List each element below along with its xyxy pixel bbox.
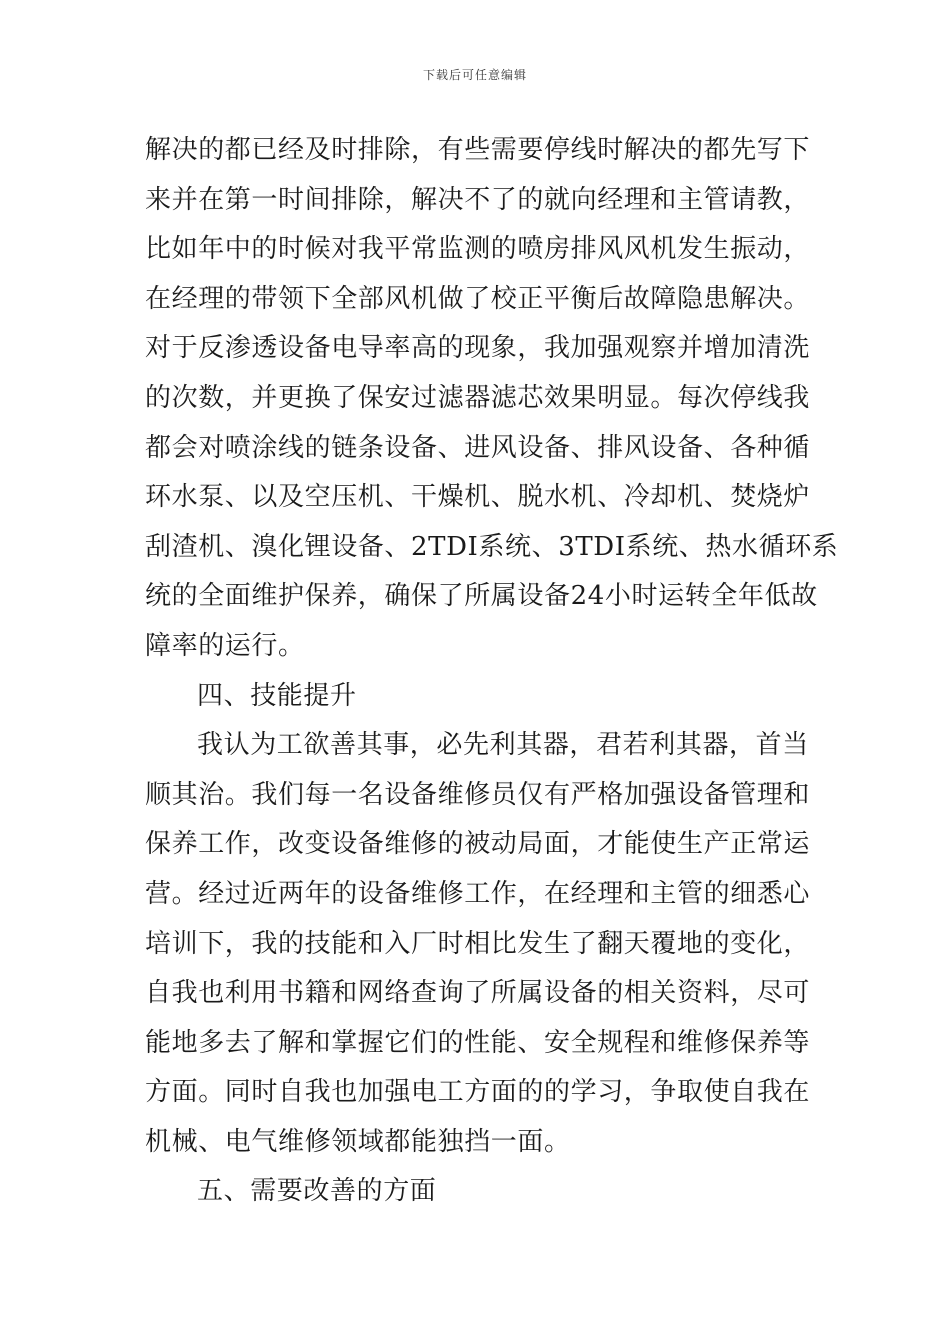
text-line: 机械、电气维修领域都能独挡一面。 xyxy=(145,1126,571,1157)
section-heading: 五、需要改善的方面 xyxy=(197,1176,437,1207)
section-heading: 四、技能提升 xyxy=(197,680,357,711)
text-line: 顺其治。我们每一名设备维修员仅有严格加强设备管理和 xyxy=(145,779,811,810)
text-line: 方面。同时自我也加强电工方面的的学习，争取使自我在 xyxy=(145,1077,811,1108)
text-line: 保养工作，改变设备维修的被动局面，才能使生产正常运 xyxy=(145,829,811,860)
header-note: 下载后可任意编辑 xyxy=(422,68,527,82)
text-line: 自我也利用书籍和网络查询了所属设备的相关资料，尽可 xyxy=(145,978,811,1009)
text-line: 环水泵、以及空压机、干燥机、脱水机、冷却机、焚烧炉 xyxy=(145,482,811,513)
text-line: 能地多去了解和掌握它们的性能、安全规程和维修保养等 xyxy=(145,1027,811,1058)
text-line: 解决的都已经及时排除，有些需要停线时解决的都先写下 xyxy=(145,135,811,165)
text-line: 来并在第一时间排除，解决不了的就向经理和主管请教， xyxy=(145,184,811,215)
text-line: 刮渣机、溴化锂设备、2TDI系统、3TDI系统、热水循环系 xyxy=(145,531,839,562)
text-line: 在经理的带领下全部风机做了校正平衡后故障隐患解决。 xyxy=(145,283,811,314)
text-line: 比如年中的时候对我平常监测的喷房排风风机发生振动， xyxy=(145,234,811,265)
paragraph-first-line: 我认为工欲善其事，必先利其器，君若利其器，首当 xyxy=(197,730,809,761)
text-line: 培训下，我的技能和入厂时相比发生了翻天覆地的变化， xyxy=(145,928,811,959)
body-text xyxy=(145,126,839,1217)
text-line: 的次数，并更换了保安过滤器滤芯效果明显。每次停线我 xyxy=(145,382,811,413)
text-line: 统的全面维护保养，确保了所属设备24小时运转全年低故 xyxy=(145,581,818,612)
text-line: 都会对喷涂线的链条设备、进风设备、排风设备、各种循 xyxy=(145,432,811,463)
text-line: 障率的运行。 xyxy=(145,630,305,661)
text-line: 对于反渗透设备电导率高的现象，我加强观察并增加清洗 xyxy=(145,333,811,364)
text-line: 营。经过近两年的设备维修工作，在经理和主管的细悉心 xyxy=(145,878,811,909)
